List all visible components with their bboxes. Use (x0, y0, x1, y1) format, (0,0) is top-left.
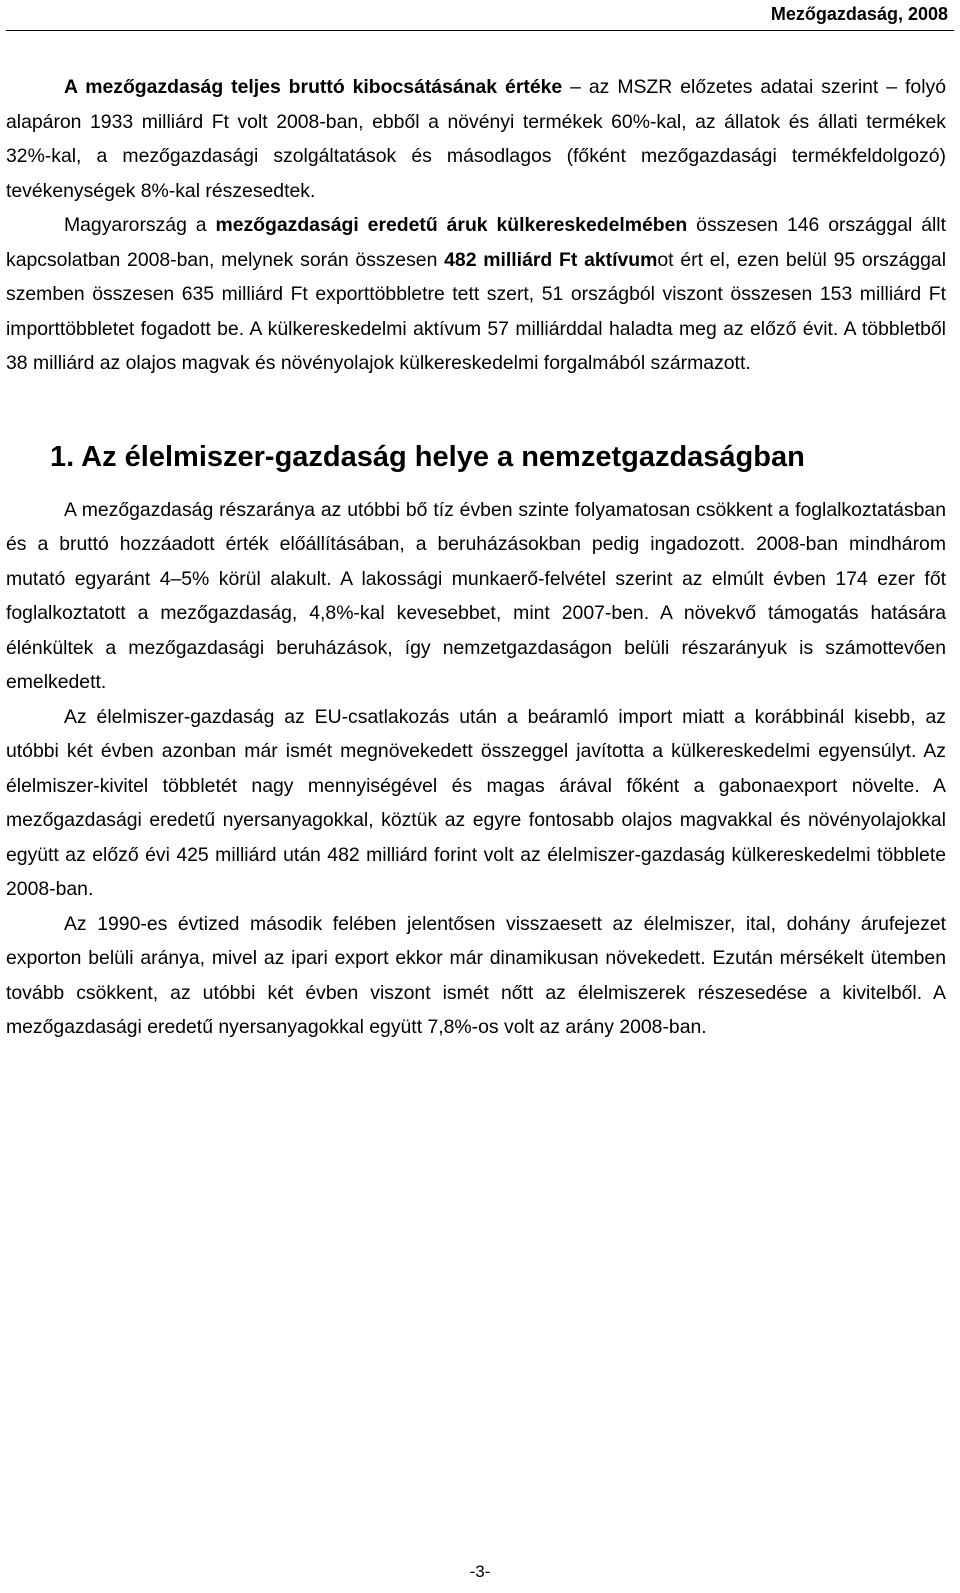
intro-paragraph-2 (6, 208, 946, 381)
intro-paragraph-1 (6, 70, 946, 208)
intro-paragraph-2-a: Magyarország a (64, 214, 216, 236)
intro-paragraph-2-c: ot ért el, ezen belül 95 országgal szemben összesen 635 milliárd Ft exporttöbbletre tett szert, 51 országból viszont összesen 153 milliárd Ft importtöbbletet fogadott be. A külkereskedelmi aktívum 57 milliárddal haladta meg az előző évit. A többletből 38 milliárd az olajos magvak és növényolajok külkereskedelmi forgalmából származott. (6, 248, 947, 374)
section-paragraph-3: Az 1990-es évtized második felében jelentősen visszaesett az élelmiszer, ital, dohány árufejezet exporton belüli aránya, mivel az ipari export ekkor már dinamikusan növekedett. Ezután mérsékelt ütemben tovább csökkent, az utóbbi két évben viszont ismét nőtt az élelmiszerek részesedése a kivitelből. A mezőgazdasági eredetű nyersanyagokkal együtt 7,8%-os volt az arány 2008-ban. (6, 912, 946, 1039)
intro-bold-lead: A mezőgazdaság teljes bruttó kibocsátásának értéke (64, 76, 563, 98)
section-paragraph-2: Az élelmiszer-gazdaság az EU-csatlakozás után a beáramló import miatt a korábbinál kisebb, az utóbbi két évben azonban már ismét megnövekedett összeggel javította a külkereskedelmi egyensúlyt. Az élelmiszer-kivitel többletét nagy mennyiségével és magas árával főként a gabonaexport növelte. A mezőgazdasági eredetű nyersanyagokkal, köztük az egyre fontosabb olajos magvakkal és növényolajokkal együtt az előző évi 425 milliárd után 482 milliárd forint volt az élelmiszer-gazdaság külkereskedelmi többlete 2008-ban. (6, 705, 946, 901)
page-number: -3- (469, 1562, 491, 1581)
document-body (6, 70, 946, 1045)
section-heading: 1. Az élelmiszer-gazdaság helye a nemzetgazdaságban (50, 440, 805, 473)
intro-paragraph-1-text: – az MSZR előzetes adatai szerint – folyó alapáron 1933 milliárd Ft volt 2008-ban, ebből a növényi termékek 60%-kal, az állatok és állati termékek 32%-kal, a mezőgazdasági szolgáltatások és másodlagos (főként mezőgazdasági termékfeldolgozó) tevékenységek 8%-kal részesedtek. (6, 76, 946, 202)
header-rule (6, 30, 954, 31)
intro-paragraph-2-b: összesen 146 országgal állt kapcsolatban 2008-ban, melynek során összesen (6, 214, 946, 271)
intro-paragraph-2-bold-2: 482 milliárd Ft aktívum (444, 248, 658, 271)
intro-paragraph-2-bold-1: mezőgazdasági eredetű áruk külkereskedelmében (215, 214, 688, 236)
section-paragraph-1: A mezőgazdaság részaránya az utóbbi bő tíz évben szinte folyamatosan csökkent a foglalkoztatásban és a bruttó hozzáadott érték előállításában, a beruházásokban pedig ingadozott. 2008-ban mindhárom mutató egyaránt 4–5% körül alakult. A lakossági munkaerő-felvétel szerint az elmúlt évben 174 ezer főt foglalkoztatott a mezőgazdaság, 4,8%-kal kevesebbet, mint 2007-ben. A növekvő támogatás hatására élénkültek a mezőgazdasági beruházások, így nemzetgazdaságon belüli részarányuk is számottevően emelkedett. (6, 498, 946, 694)
running-header: Mezőgazdaság, 2008 (770, 4, 948, 24)
